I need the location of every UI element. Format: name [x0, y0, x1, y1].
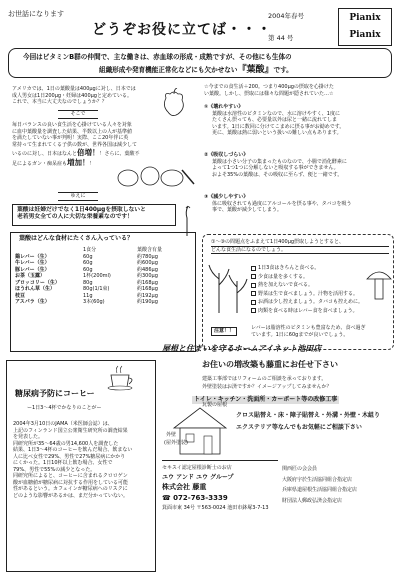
left-paragraph-2 [12, 122, 196, 168]
text-line: 上記のフィンランド国立公衆衛生研究所の調査結果 [13, 427, 128, 434]
emphasis: 倍増！ [77, 148, 100, 157]
text-line: にくかった。1日10杯以上飲む場合、女性で [13, 460, 113, 466]
text-line: 同研究所によると、コーヒーに含まれるクロロゲン [13, 473, 128, 479]
ad-label-wall2: (屋外塗装) [164, 440, 188, 446]
table-header: 1食分 [83, 247, 97, 253]
ad-subtitle: お住いの増改築も藤重にお任せ下さい [202, 360, 338, 369]
membership-item: 大阪府宇於生活協同組合指定店 [282, 476, 353, 483]
table-cell: 60g [83, 253, 93, 260]
membership-item: 兵庫県道屋根生活協同組合指定店 [282, 487, 358, 493]
text-line: 体に吸収されても過度にアルコールを摂る事や、タバコを吸う [212, 200, 352, 207]
table-cell: 約486μg [137, 266, 158, 273]
table-cell: 3本(60g) [83, 299, 105, 305]
membership-item: 財団法人郵政弘済会指定店 [282, 497, 343, 504]
check-item [251, 308, 367, 315]
text-line: に血中葉酸量を調査した結果、半数以上の人が基準値 [12, 128, 133, 135]
intro-line2-a: 組織形成や発育機能正常化などにも欠かせない [99, 66, 238, 74]
table-cell: 約168μg [137, 286, 158, 292]
table-row [13, 299, 189, 306]
company-lead: セキスイ認定屋根診断士のお店 [162, 465, 232, 471]
point-title: ①《壊れやすい》 [204, 104, 244, 110]
text-line: ています。1日に60gまでが良いでしょう。 [251, 331, 349, 338]
table-cell: 1杯(200ml) [83, 273, 111, 279]
table-cell: ブロッコリー（生） [15, 279, 60, 286]
conclusion-box [12, 204, 176, 226]
text-line: います。1日に数回に分けてこまめに摂る事がお勧めです。 [212, 123, 345, 130]
greeting: お世話になります [8, 10, 64, 18]
text-line: どのような影響があるかは、まだ分かっていない。 [13, 492, 129, 499]
table-cell: 約168μg [137, 279, 158, 286]
text-line: 常持って生まれてくる子供の数が、世界各国は減少して [12, 141, 138, 148]
point-title: ③《減少しやすい》 [204, 194, 249, 200]
renovation-ad [162, 340, 394, 574]
ad-label-wall: 外壁 [166, 432, 177, 438]
text-line: アメリカでは、1日の葉酸量は400μgに対し、日本では [12, 86, 136, 92]
check-item [251, 265, 367, 272]
logo-text-bottom: Pianix [349, 30, 381, 41]
text-line: 酸が血糖値が糖尿病に対抗する作用をしている可能 [13, 479, 129, 486]
point-body [204, 111, 394, 137]
pepper-illustration [160, 88, 188, 120]
coffee-subtitle: ー1日3〜4杯でかなりのことがー [27, 405, 102, 411]
ad-label-before: 瓦製の屋根 [202, 402, 228, 408]
text-span: ！さらに、葉酸不 [99, 151, 140, 157]
logo [338, 8, 392, 46]
text-line: 老若男女全ての人に大切な栄養素なのです！ [17, 214, 133, 221]
table-cell: 60g [83, 260, 93, 266]
table-cell: 約190μg [137, 299, 158, 305]
table-cell: 60g [83, 266, 93, 273]
text-line: これで、本当に大丈夫なのでしょうか？？ [12, 99, 107, 105]
note-text [251, 325, 391, 338]
intro-box [8, 48, 392, 78]
ad-highlight: トイレ・キッチン・洗面所・カーポート等の改修工事 [194, 396, 338, 403]
table-cell: ほうれん草（生） [15, 286, 56, 292]
point-title: ②《吸収しづらい》 [204, 152, 249, 158]
table-cell: 枝豆 [15, 292, 26, 299]
text-line: よって1つ1つに分解しないと吸収する事ができません。 [212, 165, 339, 171]
house-illustration [166, 400, 234, 460]
text-line [12, 148, 196, 158]
ad-bullet-2: エクステリア等なんでもお気軽にご相談下さい [236, 424, 362, 431]
emphasis: 増加！ [67, 157, 90, 167]
plants-illustration [207, 259, 249, 313]
table-cell: 80g [83, 279, 93, 286]
text-line: 79%、男性で55%の減少となった。 [13, 466, 96, 473]
coffee-title: 糖尿病予防にコーヒー [15, 389, 95, 398]
checkbox-icon [251, 274, 256, 279]
point-body [204, 201, 394, 214]
company-info [162, 460, 278, 568]
food-table [13, 247, 189, 306]
text-line: を満たしていない事が判明！実際、ここ20年伴に英 [12, 135, 129, 141]
coffee-column [6, 360, 156, 572]
text-line: 葉酸は水溶性のビタミンなので、水に溶けやすく、1度に [212, 110, 340, 117]
text-line: 毎日バランスの良い食生活を心掛けている人々を対象 [12, 122, 132, 128]
text-line: 成人男女は1日200μg・妊婦は400μgと定めている。 [12, 92, 132, 99]
text-line: およそ35%の葉酸は、その吸収に至らず、便と一緒です。 [212, 171, 343, 178]
logo-text-top: Pianix [349, 13, 381, 23]
text-line: 性があるという。カフェインが糖尿病へのリスクに [13, 486, 128, 492]
page-title: どうぞお役に立てば・・・ [92, 22, 272, 38]
text-span: ！ [89, 160, 95, 167]
sokode-label: そこで [58, 110, 98, 119]
mushroom-illustration [365, 265, 393, 305]
point-2 [204, 152, 394, 178]
yueni-label: ゆえに [58, 192, 98, 201]
vegetables-illustration [116, 164, 196, 188]
text-line: 結果、1日3〜4杯のコーヒーを飲んだ場合、飲まない [13, 447, 133, 453]
intro-line1: 今回はビタミンB群の仲間で、主な働きは、赤血球の形成・成熟ですが、その他にも生体の [23, 53, 292, 61]
check-item [251, 299, 367, 306]
company-group: ユウ アンド ユウ グループ [162, 473, 234, 481]
membership-item: 関西匠の会会員 [282, 466, 318, 472]
check-item [251, 291, 367, 298]
check-label: お酒は少し控えましょう。タバコも控えめに。 [258, 299, 363, 305]
table-cell: 豚レバー（生） [15, 266, 50, 273]
company-memberships [282, 466, 394, 504]
text-line: 葉酸は小さい分子の集まったものなので、小腸で消化酵素に [212, 158, 347, 165]
text-span: いるのに対し、日本はなんと [12, 151, 78, 157]
text-line: たくさん摂っても、必要量以外は尿と一緒に流れてしま [212, 117, 338, 123]
text-line: ☆今までの食生活＋200。つまり400μgの摂取を心掛けた [204, 84, 334, 90]
table-cell: 約300μg [137, 273, 158, 279]
table-cell: お茶（玉露） [15, 273, 46, 279]
note-label: 注意！！ [211, 327, 237, 336]
table-cell: 80g(1/1束) [83, 286, 110, 292]
text-line: 更に、葉酸は熱に弱いという扱いの難しい点もあります。 [212, 130, 342, 136]
point-3 [204, 194, 394, 214]
intro-line2 [99, 65, 293, 76]
check-label: 肉類を食べる時はレバー食を食べましょう。 [258, 307, 358, 314]
point-body [204, 159, 394, 179]
text-line: 人に比べ女性で29%、男性で27%糖尿病にかかり [13, 453, 126, 460]
issue-season: 2004年春号 [268, 12, 305, 20]
ad-bullet-1: クロス貼替え・床・障子貼替え・外溝・外壁・木組り [236, 412, 381, 419]
table-cell: 牛レバー（生） [15, 260, 50, 266]
table-cell: 11g [83, 292, 93, 299]
text-line: 2004年3月10日のJAMA（米医師会誌）は、 [13, 421, 113, 427]
table-cell: アスパラ（生） [15, 299, 50, 305]
text-line: 同研究所が35〜64歳の男14,600人を調査した [13, 440, 119, 447]
text-span: 足によるガン・痴呆症も [12, 160, 68, 167]
phone-icon: ☎ [162, 493, 171, 502]
check-label: 野菜は生で食べましょう。汁物を活用する。 [258, 290, 359, 297]
food-table-box [10, 232, 196, 352]
check-item [251, 274, 367, 281]
ad-line1: 建築工事部ではリフォームのご相談を承っております。 [202, 376, 327, 382]
company-address: 箕面市東 34号 〒563-0024 池田市鉢塚3-7-13 [162, 504, 269, 511]
ad-line2: 外壁塗装はお済ですか？イメージアップしてみませんか？ [202, 384, 332, 390]
checklist [251, 265, 367, 316]
checkbox-icon [251, 283, 256, 288]
text-line: 葉酸は妊婦だけでなく1日400μgを摂取しないと [17, 207, 146, 213]
intro-highlight: 『葉酸』 [237, 65, 274, 75]
checkbox-icon [251, 300, 256, 305]
company-phone [162, 494, 278, 503]
checkbox-icon [251, 291, 256, 296]
checklist-box [202, 234, 394, 350]
ad-title: 屋根と住まいを守るホームアイネット池田店 [162, 344, 322, 353]
right-intro [204, 84, 394, 97]
point-1 [204, 104, 394, 137]
coffee-cup-icon [107, 365, 137, 391]
food-table-title: 葉酸はどんな食材にたくさん入っている？ [19, 235, 134, 242]
coffee-body [13, 421, 153, 499]
text-line: い葉酸。しかし、摂取には様々な問題が隠されていた…☆ [204, 90, 334, 97]
text-line: ①〜③の問題点をふまえて1日400μg摂取しようとすると、 [211, 239, 389, 247]
issue-number: 第 44 号 [268, 34, 294, 42]
text-line: を発表した。 [13, 434, 44, 440]
table-header: 葉酸含有量 [137, 247, 163, 253]
table-cell: 鶏レバー（生） [15, 253, 50, 260]
table-cell: 約192μg [137, 292, 158, 299]
phone-number[interactable]: 072-763-3339 [173, 493, 228, 502]
intro-line2-c: です。 [273, 66, 293, 74]
check-label: 1日3食はきちんと食べる。 [258, 265, 320, 271]
check-item [251, 282, 367, 289]
company-name: 株式会社 藤重 [162, 483, 207, 491]
left-paragraph-1 [12, 86, 162, 106]
text-line: どんな食生活になるのでしょう。 [211, 247, 389, 255]
checklist-lead [211, 239, 389, 254]
text-line: レバーは脂溶性のビタミンも豊富なため、食べ過ぎ [251, 325, 366, 331]
checkbox-icon [251, 308, 256, 313]
checkbox-icon [251, 266, 256, 271]
table-cell: 約780μg [137, 253, 158, 260]
text-line: 事で、葉酸が減少してしまう。 [212, 207, 282, 213]
check-label: 熱を加えないで食べる。 [258, 282, 314, 288]
check-label: 少食は量を多くする。 [258, 273, 309, 280]
table-cell: 約600μg [137, 260, 158, 266]
